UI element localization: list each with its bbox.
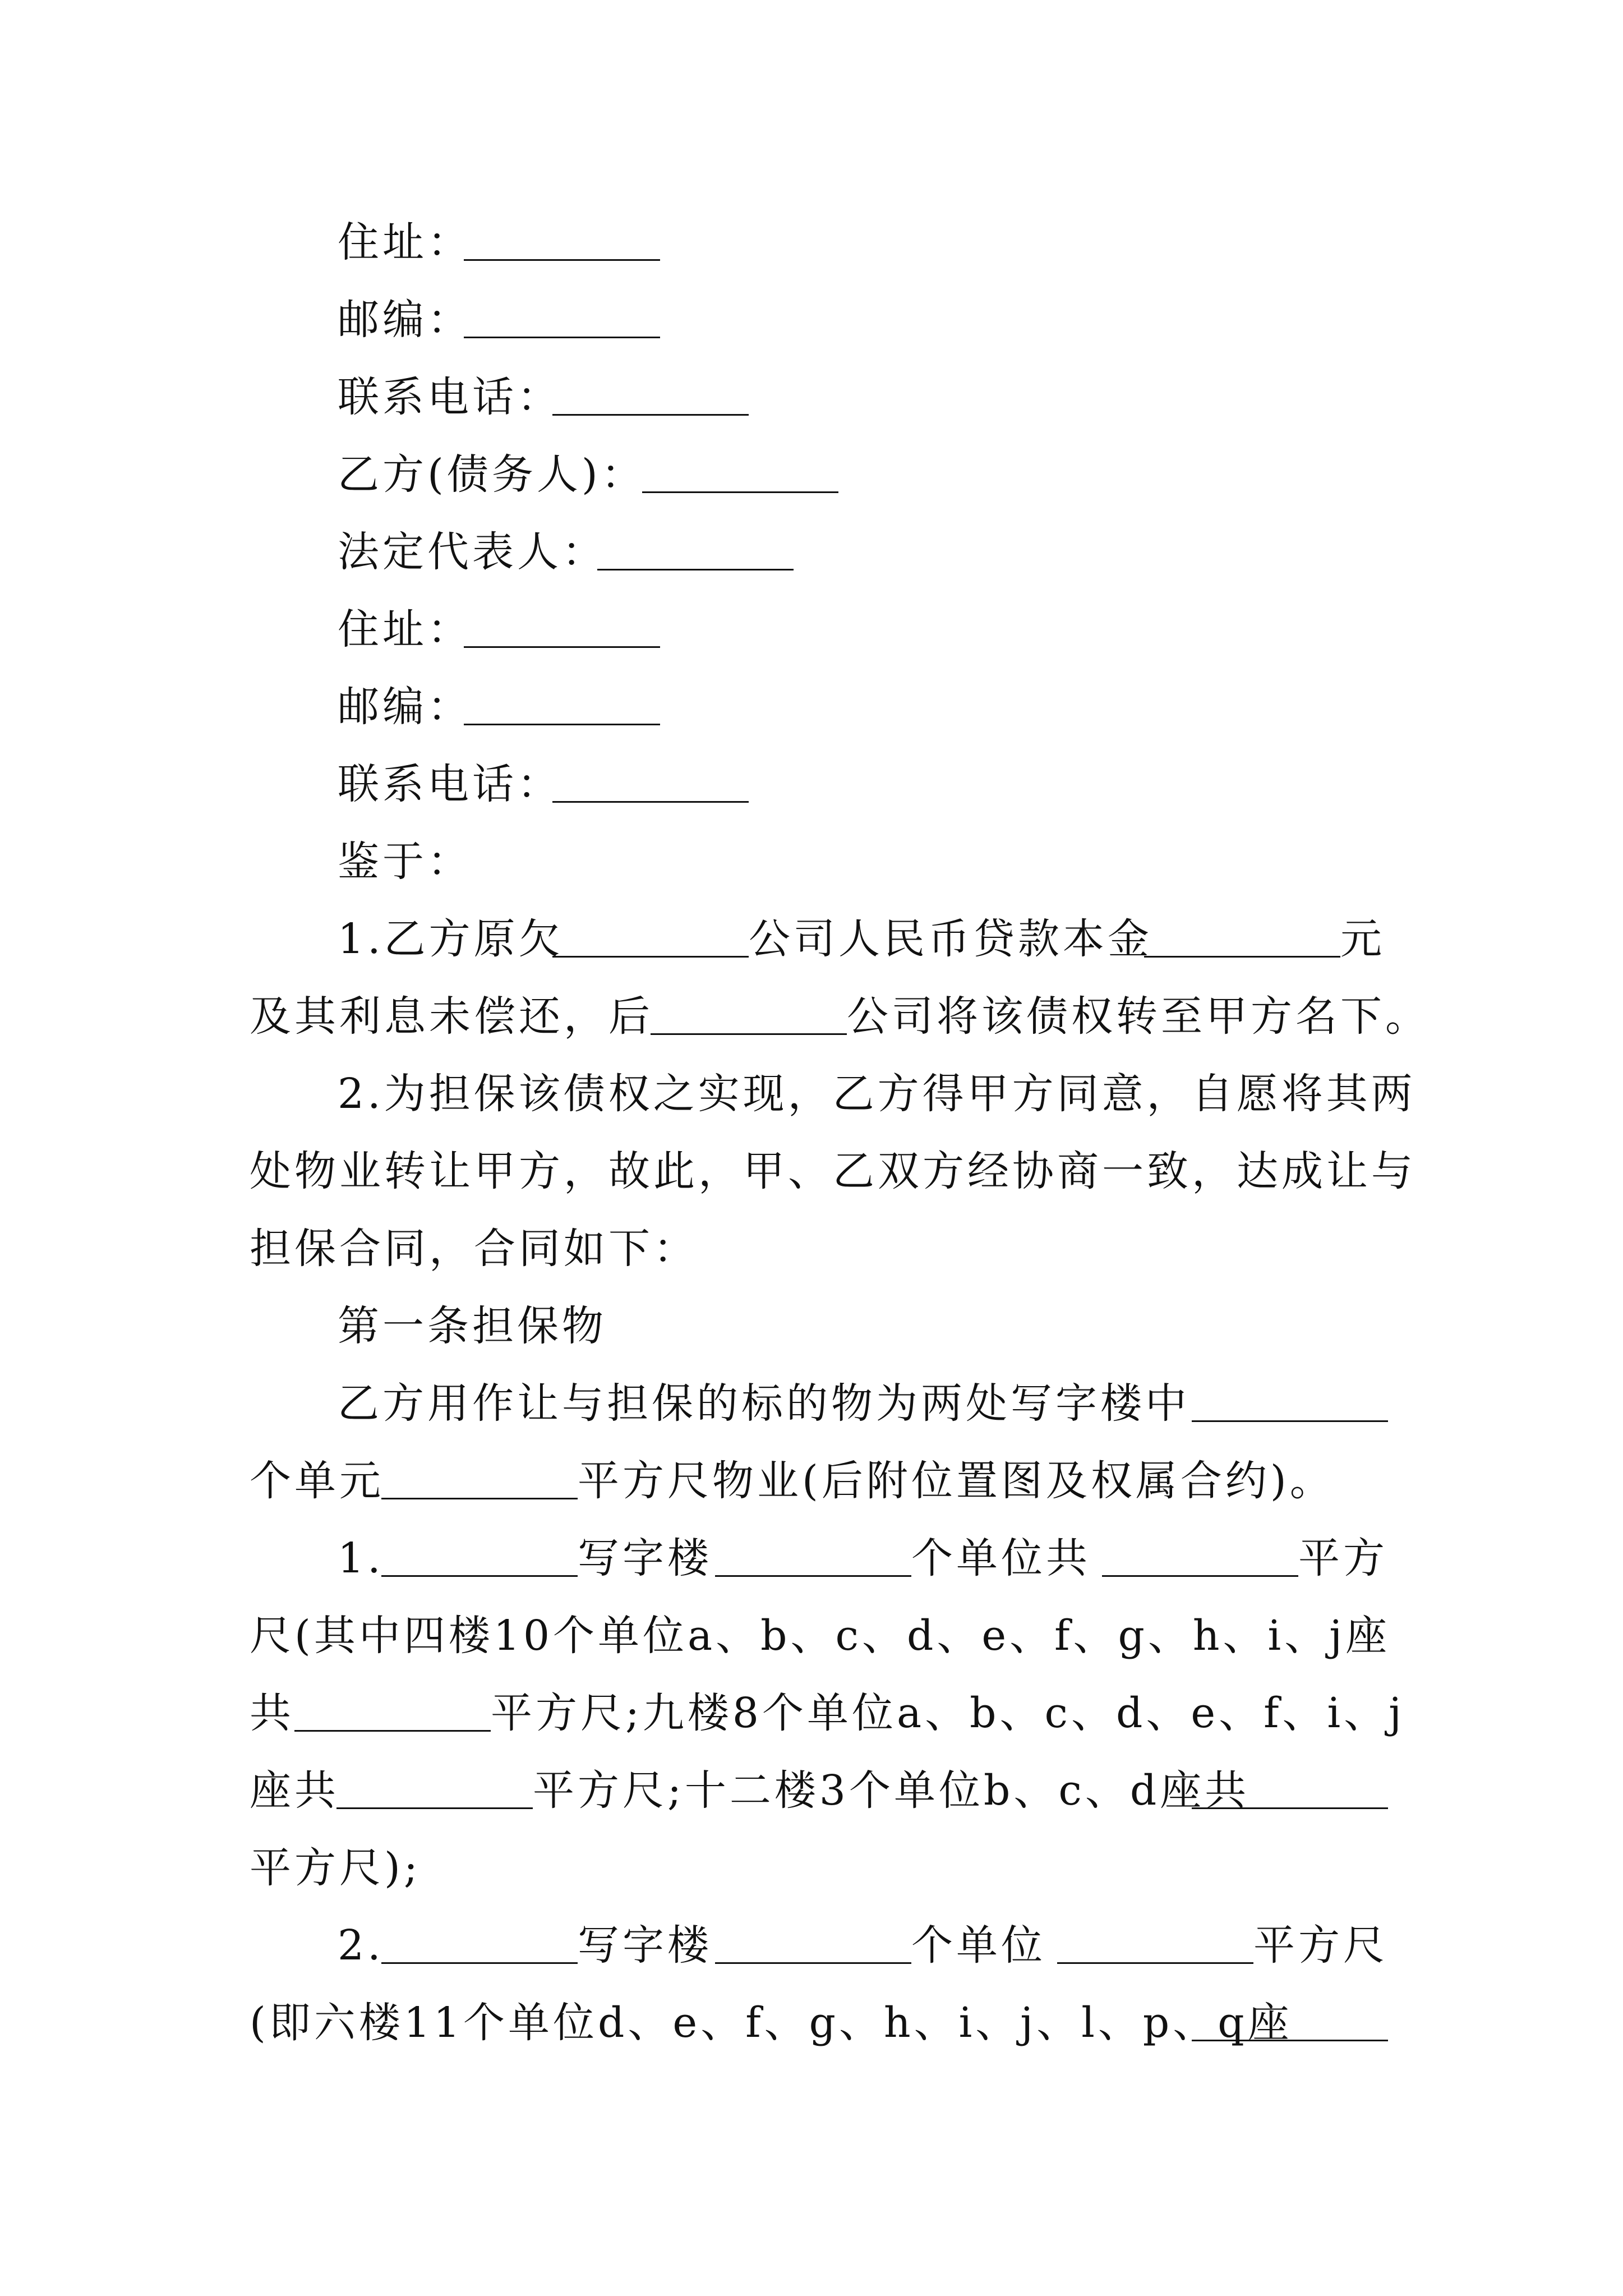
text-segment: 元: [1340, 915, 1385, 963]
article-1-item-1-line-5: [0, 1834, 1623, 1902]
fill-blank[interactable]: [1102, 1544, 1298, 1577]
label-text: 住址：: [338, 605, 472, 654]
fill-blank[interactable]: [651, 1002, 847, 1035]
party-a-phone-line: [0, 364, 1623, 431]
text-segment: 个单位共: [911, 1534, 1091, 1582]
fill-blank[interactable]: [597, 537, 794, 570]
party-b-line: [0, 441, 1623, 508]
text-segment: 公司人民币贷款本金: [749, 915, 1152, 963]
label-text: 联系电话：: [338, 760, 562, 808]
recital-1-line-2: [0, 983, 1623, 1050]
text-segment: 写字楼: [578, 1534, 712, 1582]
fill-blank[interactable]: [1057, 1931, 1253, 1964]
text-segment: 2.为担保该债权之实现，乙方得甲方同意，自愿将其两: [338, 1070, 1416, 1118]
text-segment: (即六楼11个单位d、e、f、g、h、i、j、l、p、q座: [250, 1999, 1293, 2047]
text-segment: 平方尺);: [250, 1844, 421, 1892]
fill-blank[interactable]: [1192, 1776, 1388, 1809]
fill-blank[interactable]: [1192, 1389, 1388, 1422]
recital-2-line-2: [0, 1138, 1623, 1205]
party-a-postcode-line: [0, 286, 1623, 353]
fill-blank[interactable]: [642, 460, 838, 493]
article-1-heading: [0, 1292, 1623, 1360]
fill-blank[interactable]: [464, 692, 660, 725]
article-1-item-1-line-1: [0, 1525, 1623, 1592]
label-text: 乙方(债务人)：: [338, 450, 646, 499]
text-segment: 1.乙方原欠: [338, 915, 564, 963]
text-segment: 2.: [338, 1921, 384, 1970]
article-1-item-1-line-3: [0, 1680, 1623, 1747]
fill-blank[interactable]: [1192, 2008, 1388, 2041]
fill-blank[interactable]: [552, 924, 749, 958]
recital-1-line-1: [0, 905, 1623, 973]
fill-blank[interactable]: [552, 383, 749, 416]
text-segment: 个单元: [250, 1457, 384, 1505]
label-text: 邮编：: [338, 683, 472, 731]
recital-2-line-1: [0, 1060, 1623, 1128]
whereas-heading: [0, 828, 1623, 895]
fill-blank[interactable]: [336, 1776, 533, 1809]
fill-blank[interactable]: [464, 305, 660, 338]
article-1-line-2: [0, 1447, 1623, 1515]
fill-blank[interactable]: [464, 228, 660, 261]
text-segment: 公司将该债权转至甲方名下。: [847, 992, 1430, 1041]
text-segment: 担保合同，合同如下：: [250, 1225, 698, 1273]
fill-blank[interactable]: [715, 1544, 911, 1577]
article-1-item-2-line-2: [0, 1989, 1623, 2056]
text-segment: 平方尺物业(后附位置图及权属合约)。: [578, 1457, 1335, 1505]
article-1-item-2-line-1: [0, 1912, 1623, 1979]
party-b-phone-line: [0, 751, 1623, 818]
fill-blank[interactable]: [552, 770, 749, 803]
label-text: 邮编：: [338, 296, 472, 344]
label-text: 住址：: [338, 218, 472, 266]
text-segment: 1.: [338, 1534, 384, 1582]
text-segment: 共: [250, 1689, 294, 1737]
label-text: 法定代表人：: [338, 528, 607, 576]
fill-blank[interactable]: [294, 1699, 491, 1732]
text-segment: 平方尺: [1253, 1921, 1388, 1970]
fill-blank[interactable]: [715, 1931, 911, 1964]
heading-text: 第一条担保物: [338, 1302, 607, 1350]
text-segment: 写字楼: [578, 1921, 712, 1970]
fill-blank[interactable]: [381, 1466, 578, 1499]
heading-text: 鉴于：: [338, 838, 472, 886]
label-text: 联系电话：: [338, 373, 562, 421]
fill-blank[interactable]: [464, 615, 660, 648]
text-segment: 及其利息未偿还，后: [250, 992, 653, 1041]
fill-blank[interactable]: [381, 1544, 578, 1577]
fill-blank[interactable]: [1144, 924, 1340, 958]
recital-2-line-3: [0, 1215, 1623, 1282]
text-segment: 平方: [1298, 1534, 1388, 1582]
party-a-address-line: [0, 209, 1623, 276]
text-segment: 处物业转让甲方，故此，甲、乙双方经协商一致，达成让与: [250, 1147, 1416, 1195]
fill-blank[interactable]: [381, 1931, 578, 1964]
text-segment: 平方尺;十二楼3个单位b、c、d座共: [533, 1766, 1250, 1815]
text-segment: 尺(其中四楼10个单位a、b、c、d、e、f、g、h、i、j座: [250, 1612, 1391, 1660]
party-b-address-line: [0, 596, 1623, 663]
article-1-line-1: [0, 1370, 1623, 1437]
article-1-item-1-line-4: [0, 1757, 1623, 1824]
party-b-postcode-line: [0, 673, 1623, 740]
text-segment: 平方尺;九楼8个单位a、b、c、d、e、f、i、j: [491, 1689, 1405, 1737]
text-segment: 个单位: [911, 1921, 1046, 1970]
legal-representative-line: [0, 518, 1623, 586]
article-1-item-1-line-2: [0, 1602, 1623, 1669]
text-segment: 乙方用作让与担保的标的物为两处写字楼中: [338, 1379, 1190, 1428]
text-segment: 座共: [250, 1766, 339, 1815]
